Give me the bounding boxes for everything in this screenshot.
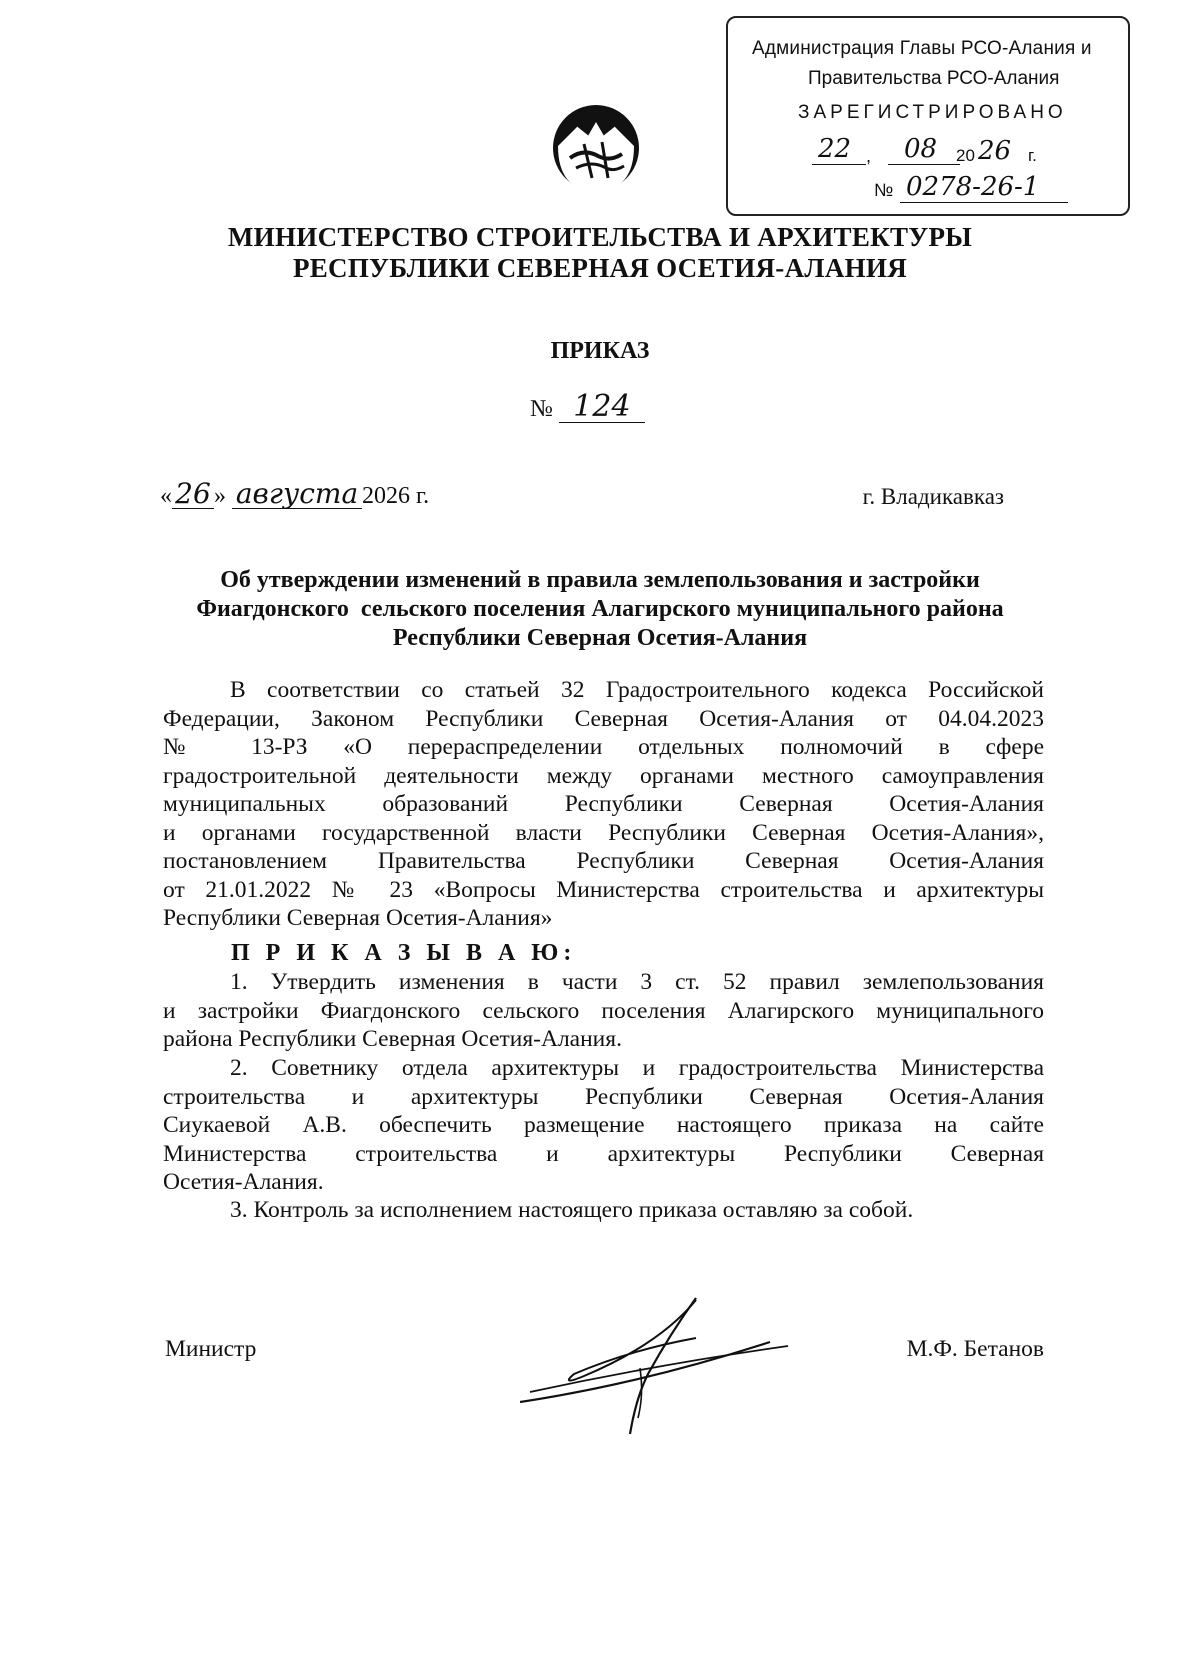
order-number: 124 bbox=[559, 392, 645, 423]
item-line: Министерства строительства и архитектуры Республики Северная bbox=[163, 1140, 1044, 1167]
stamp-line-2: Правительства РСО-Алания bbox=[808, 68, 1060, 89]
preamble-line: постановлением Правительства Республики Северная Осетия-Алания bbox=[163, 848, 1044, 874]
item-line: Осетия-Алания. bbox=[163, 1169, 324, 1195]
document-type: ПРИКАЗ bbox=[550, 338, 650, 364]
stamp-year: 26 bbox=[978, 136, 1012, 166]
date-month: августа bbox=[232, 480, 362, 509]
preamble-line: от 21.01.2022 № 23 «Вопросы Министерства строительства и архитектуры bbox=[163, 876, 1044, 903]
preamble-paragraph bbox=[163, 676, 1044, 933]
order-number-label: № bbox=[530, 396, 553, 422]
ministry-name-line-2: РЕСПУБЛИКИ СЕВЕРНАЯ ОСЕТИЯ-АЛАНИЯ bbox=[292, 253, 908, 283]
order-item-2 bbox=[163, 1054, 1044, 1197]
item-line: 3. Контроль за исполнением настоящего приказа оставляю за собой. bbox=[230, 1197, 914, 1223]
coat-of-arms-emblem bbox=[548, 96, 644, 196]
order-number-line bbox=[530, 389, 645, 424]
preamble-line: В соответствии со статьей 32 Градостроительного кодекса Российской bbox=[230, 677, 1044, 703]
ministry-name-line-1: МИНИСТЕРСТВО СТРОИТЕЛЬСТВА И АРХИТЕКТУРЫ bbox=[227, 222, 973, 252]
title-line-2: Фиагдонского сельского поселения Алагирского муниципального района bbox=[196, 596, 1004, 622]
stamp-number-label: № bbox=[874, 180, 894, 200]
order-item-3 bbox=[163, 1196, 1044, 1225]
command-heading: П Р И К А З Ы В А Ю: bbox=[231, 940, 577, 966]
stamp-registered: ЗАРЕГИСТРИРОВАНО bbox=[798, 102, 1067, 123]
order-item-1 bbox=[163, 968, 1044, 1054]
item-line: Сиукаевой А.В. обеспечить размещение настоящего приказа на сайте bbox=[163, 1112, 1044, 1138]
signatory-name: М.Ф. Бетанов bbox=[906, 1336, 1044, 1362]
stamp-separator: , bbox=[866, 146, 872, 166]
order-title bbox=[160, 566, 1040, 653]
stamp-day-underline bbox=[812, 164, 866, 165]
item-line: строительства и архитектуры Республики Северная Осетия-Алания bbox=[163, 1083, 1044, 1110]
preamble-line: муниципальных образований Республики Северная Осетия-Алания bbox=[163, 791, 1044, 817]
stamp-month-underline bbox=[888, 164, 960, 165]
preamble-line: Федерации, Законом Республики Северная Осетия-Алания от 04.04.2023 bbox=[163, 705, 1044, 732]
preamble-line: № 13-РЗ «О перераспределении отдельных полномочий в сфере bbox=[163, 734, 1044, 760]
date-year: 2026 г. bbox=[362, 483, 430, 509]
date-open-quote: « bbox=[160, 483, 172, 509]
stamp-day: 22 bbox=[818, 134, 852, 164]
city: г. Владикавказ bbox=[862, 484, 1004, 509]
signatory-role: Министр bbox=[165, 1336, 257, 1362]
stamp-line-1: Администрация Главы РСО-Алания и bbox=[752, 38, 1092, 59]
handwritten-signature bbox=[520, 1294, 820, 1454]
item-line: 2. Советнику отдела архитектуры и градостроительства Министерства bbox=[230, 1055, 1044, 1081]
stamp-number: 0278-26-1 bbox=[906, 172, 1040, 202]
date-day: 26 bbox=[172, 480, 214, 509]
item-line: и застройки Фиагдонского сельского поселения Алагирского муниципального bbox=[163, 997, 1044, 1024]
item-line: 1. Утвердить изменения в части 3 ст. 52 правил землепользования bbox=[230, 969, 1044, 995]
preamble-line: градостроительной деятельности между органами местного самоуправления bbox=[163, 762, 1044, 789]
item-line: района Республики Северная Осетия-Алания. bbox=[163, 1026, 622, 1052]
title-line-1: Об утверждении изменений в правила землепользования и застройки bbox=[220, 567, 980, 593]
title-line-3: Республики Северная Осетия-Алания bbox=[392, 625, 808, 651]
order-date bbox=[160, 477, 430, 510]
preamble-line: и органами государственной власти Республики Северная Осетия-Алания», bbox=[163, 819, 1044, 846]
stamp-year-prefix: 20 bbox=[956, 146, 975, 165]
preamble-line: Республики Северная Осетия-Алания» bbox=[163, 905, 553, 931]
registration-stamp bbox=[726, 16, 1130, 216]
stamp-month: 08 bbox=[904, 134, 938, 164]
date-close-quote: » bbox=[214, 483, 226, 509]
stamp-year-suffix: г. bbox=[1028, 146, 1037, 165]
stamp-number-underline bbox=[900, 202, 1068, 203]
